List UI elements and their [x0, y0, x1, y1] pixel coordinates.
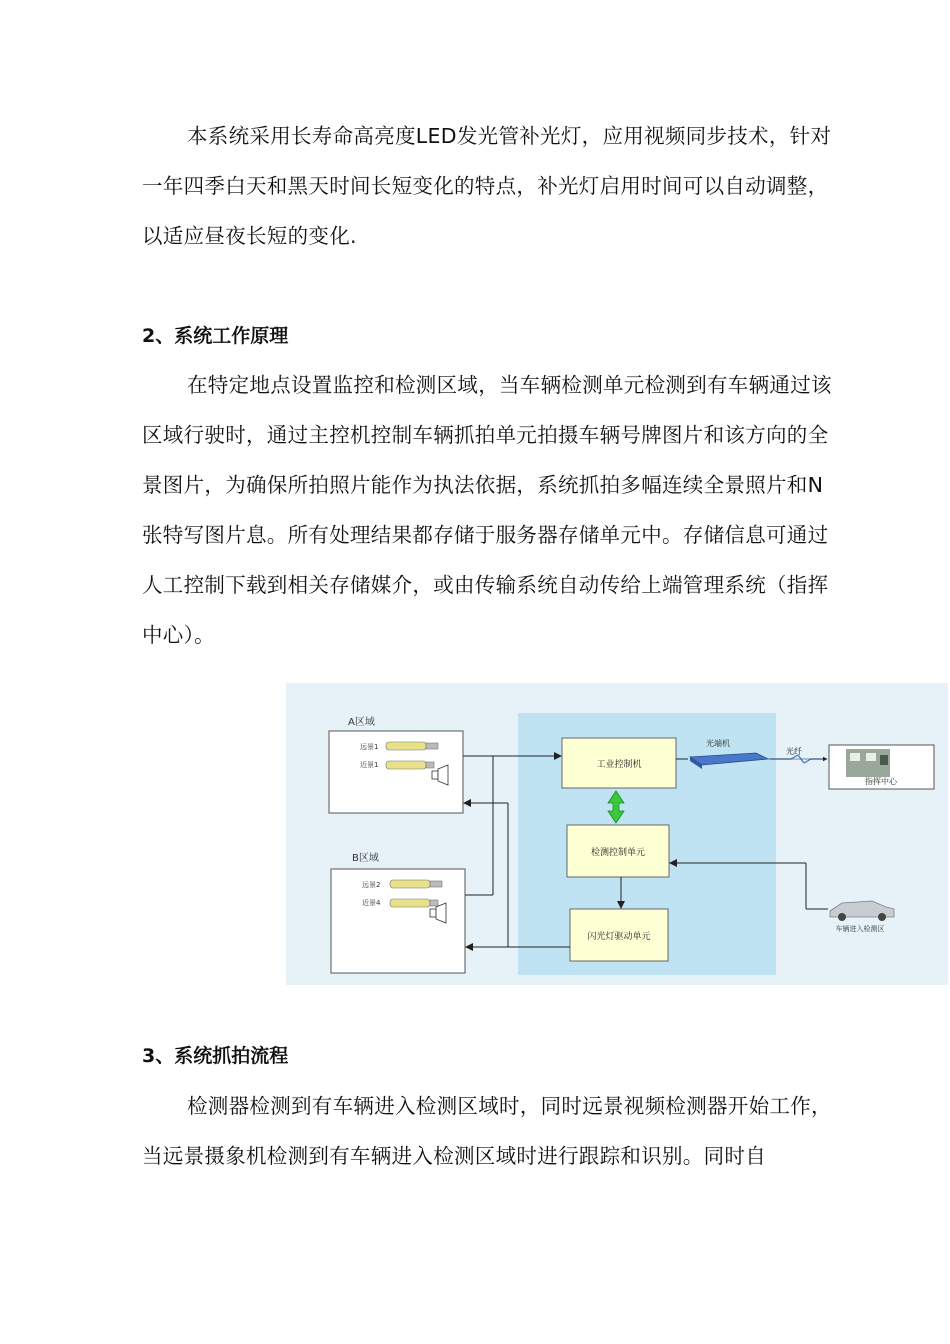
optical-terminal-label: 光端机 [706, 739, 730, 748]
fiber-label: 光纤 [786, 747, 802, 756]
zone-b-label: B区域 [352, 853, 379, 864]
system-diagram [286, 683, 948, 985]
cam-far-1-label: 远景1 [360, 743, 379, 751]
industrial-pc-label: 工业控制机 [596, 760, 642, 770]
detect-unit-label: 检测控制单元 [590, 848, 646, 858]
camera-far-1-icon [386, 742, 438, 750]
section-3-heading: 3、系统抓拍流程 [142, 1045, 289, 1067]
paragraph-intro: 本系统采用长寿命高亮度LED发光管补光灯，应用视频同步技术，针对一年四季白天和黑天时间长短变化的特点，补光灯启用时间可以自动调整，以适应昼夜长短的变化. [142, 124, 832, 248]
camera-near-1-icon [386, 761, 434, 769]
camera-near-4-icon [390, 899, 438, 907]
zone-a-label: A区域 [348, 717, 375, 728]
section-2-body: 在特定地点设置监控和检测区域，当车辆检测单元检测到有车辆通过该区域行驶时，通过主控机控制车辆抓拍单元拍摄车辆号牌图片和该方向的全景图片，为确保所拍照片能作为执法依据，系统抓拍多幅连续全景照片和N张特写图片息。所有处理结果都存储于服务器存储单元中。存储信息可通过人工控制下载到相关存储媒介，或由传输系统自动传给上端管理系统（指挥中心）。 [142, 373, 832, 647]
camera-far-2-icon [390, 880, 442, 888]
cam-near-1-label: 近景1 [360, 761, 379, 769]
command-center-label: 指挥中心 [865, 777, 897, 786]
flash-unit-label: 闪光灯驱动单元 [587, 932, 651, 942]
vehicle-enter-label: 车辆进入检测区 [835, 925, 885, 933]
cam-near-4-label: 近景4 [362, 899, 381, 907]
section-3-body: 检测器检测到有车辆进入检测区域时，同时远景视频检测器开始工作，当远景摄象机检测到有车辆进入检测区域时进行跟踪和识别。同时自 [142, 1094, 832, 1168]
cam-far-2-label: 远景2 [362, 881, 381, 889]
section-2-heading: 2、系统工作原理 [142, 325, 289, 347]
command-center-photo-icon [846, 749, 890, 777]
